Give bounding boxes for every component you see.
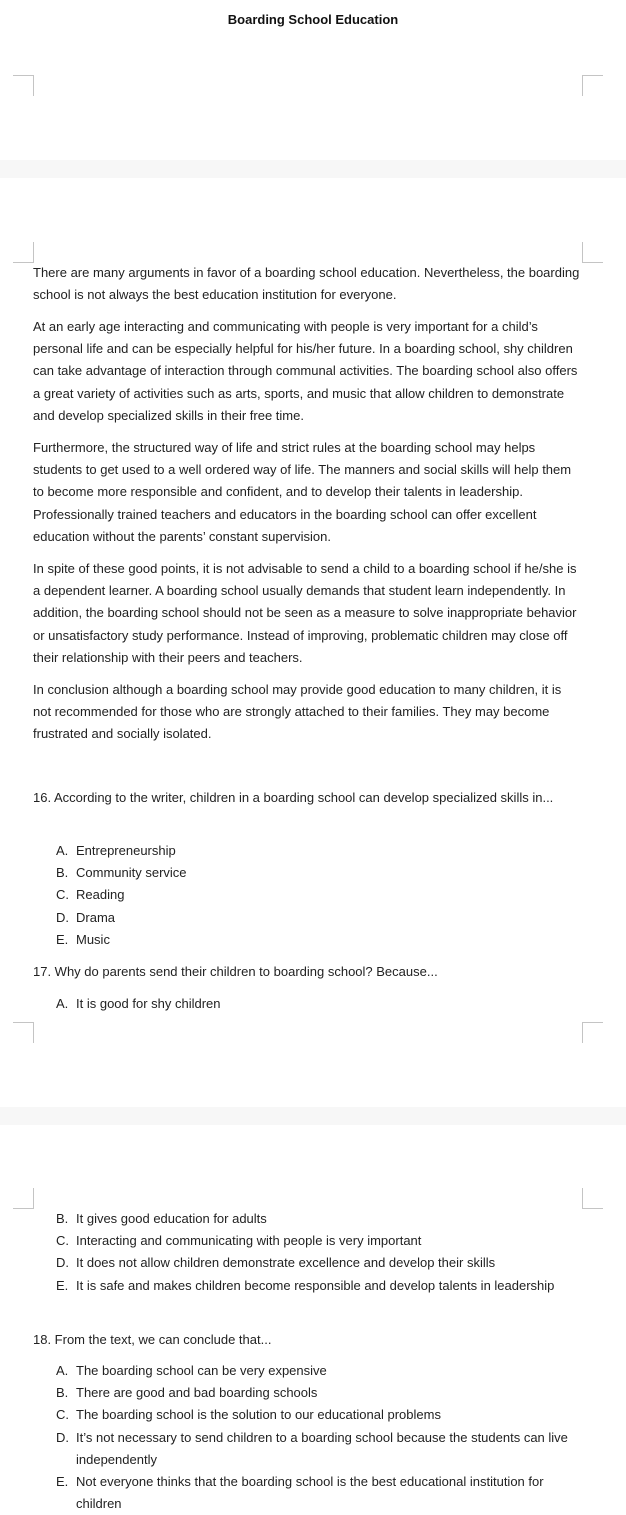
- page-corner-mark: [13, 242, 34, 263]
- option-text: There are good and bad boarding schools: [76, 1385, 318, 1401]
- option-text: The boarding school is the solution to our educational problems: [76, 1407, 441, 1423]
- option-letter: B.: [56, 865, 69, 881]
- option-letter: B.: [56, 1211, 69, 1226]
- option-letter: E.: [56, 931, 69, 947]
- option-letter: A.: [56, 996, 69, 1011]
- question-17-stem: 17. Why do parents send their children to boarding school? Because...: [33, 964, 438, 979]
- passage-paragraph-4: In spite of these good points, it is not advisable to send a child to a boarding school if he/she is a dependent learner. A boarding school usually demands that student learn independently. In addition, the boarding school should not be seen as a measure to solve inappropriate behavior or unsatisfactory study performance. Instead of improving, problematic children may close off their relationship with their peers and teachers.: [33, 561, 577, 665]
- option-text: Drama: [76, 909, 116, 925]
- answer-option[interactable]: [56, 1360, 581, 1382]
- option-letter: B.: [56, 1385, 69, 1401]
- page-corner-mark: [582, 75, 603, 96]
- question-16-options: [56, 840, 581, 951]
- option-text: Entrepreneurship: [76, 843, 176, 858]
- passage-paragraph-5: In conclusion although a boarding school may provide good education to many children, it is not recommended for those who are strongly attached to their families. They may become frustrated and socially isolated.: [33, 682, 562, 742]
- option-letter: A.: [56, 843, 69, 858]
- option-letter: D.: [56, 1255, 69, 1271]
- option-letter: C.: [56, 1233, 69, 1249]
- answer-option[interactable]: [56, 993, 581, 1015]
- question-18-stem: 18. From the text, we can conclude that...: [33, 1332, 272, 1347]
- page-break: [0, 160, 626, 178]
- option-text: Music: [76, 931, 110, 947]
- question-16-stem: 16. According to the writer, children in a boarding school can develop specialized skills in...: [33, 790, 554, 805]
- question-17-options-page-2: [56, 993, 581, 1015]
- option-text: It does not allow children demonstrate excellence and develop their skills: [76, 1255, 496, 1271]
- page-corner-mark: [582, 242, 603, 263]
- passage-paragraph-3: Furthermore, the structured way of life and strict rules at the boarding school may helps students to get used to a well ordered way of life. The manners and social skills will help them to become more responsible and confident, and to develop their talents in leadership. Professionally trained teachers and educators in the boarding school can offer excellent education without the parents’ constant supervision.: [33, 440, 572, 544]
- page-corner-mark: [13, 1188, 34, 1209]
- answer-option[interactable]: [56, 1230, 581, 1252]
- page-corner-mark: [582, 1188, 603, 1209]
- option-letter: C.: [56, 887, 69, 903]
- option-letter: E.: [56, 1474, 69, 1490]
- passage-paragraph-2: At an early age interacting and communicating with people is very important for a child’s personal life and can be especially helpful for his/her future. In a boarding school, shy children can take advantage of interaction through communal activities. The boarding school also offers a great variety of activities such as arts, sports, and music that allow children to demonstrate and develop specialized skills in their free time.: [33, 319, 578, 423]
- option-text: Reading: [76, 887, 125, 903]
- option-text: It’s not necessary to send children to a boarding school because the students can live independently: [76, 1429, 568, 1467]
- option-text: It is safe and makes children become responsible and develop talents in leadership: [76, 1277, 555, 1293]
- page-corner-mark: [582, 1022, 603, 1043]
- answer-option[interactable]: [56, 1427, 581, 1471]
- option-letter: D.: [56, 909, 69, 925]
- answer-option[interactable]: [56, 907, 581, 929]
- option-text: It gives good education for adults: [76, 1211, 267, 1226]
- answer-option[interactable]: [56, 1404, 581, 1426]
- answer-option[interactable]: [56, 1252, 581, 1274]
- option-text: Community service: [76, 865, 187, 881]
- page-break: [0, 1107, 626, 1125]
- passage-paragraph-1: There are many arguments in favor of a boarding school education. Nevertheless, the boarding school is not always the best education institution for everyone.: [33, 265, 580, 303]
- option-text: It is good for shy children: [76, 996, 221, 1011]
- page-corner-mark: [13, 75, 34, 96]
- answer-option[interactable]: [56, 840, 581, 862]
- question-18-options: [56, 1360, 581, 1515]
- answer-option[interactable]: [56, 1382, 581, 1404]
- option-letter: D.: [56, 1429, 69, 1445]
- question-17-options-page-3: [56, 1208, 581, 1297]
- option-letter: A.: [56, 1363, 69, 1378]
- option-letter: C.: [56, 1407, 69, 1423]
- answer-option[interactable]: [56, 884, 581, 906]
- option-text: Interacting and communicating with people is very important: [76, 1233, 422, 1249]
- answer-option[interactable]: [56, 929, 581, 951]
- answer-option[interactable]: [56, 1275, 581, 1297]
- option-text: The boarding school can be very expensive: [76, 1363, 327, 1378]
- answer-option[interactable]: [56, 1471, 581, 1515]
- document-title: Boarding School Education: [227, 12, 399, 27]
- answer-option[interactable]: [56, 1208, 581, 1230]
- answer-option[interactable]: [56, 862, 581, 884]
- option-letter: E.: [56, 1277, 69, 1293]
- option-text: Not everyone thinks that the boarding school is the best educational institution for children: [76, 1474, 544, 1512]
- page-corner-mark: [13, 1022, 34, 1043]
